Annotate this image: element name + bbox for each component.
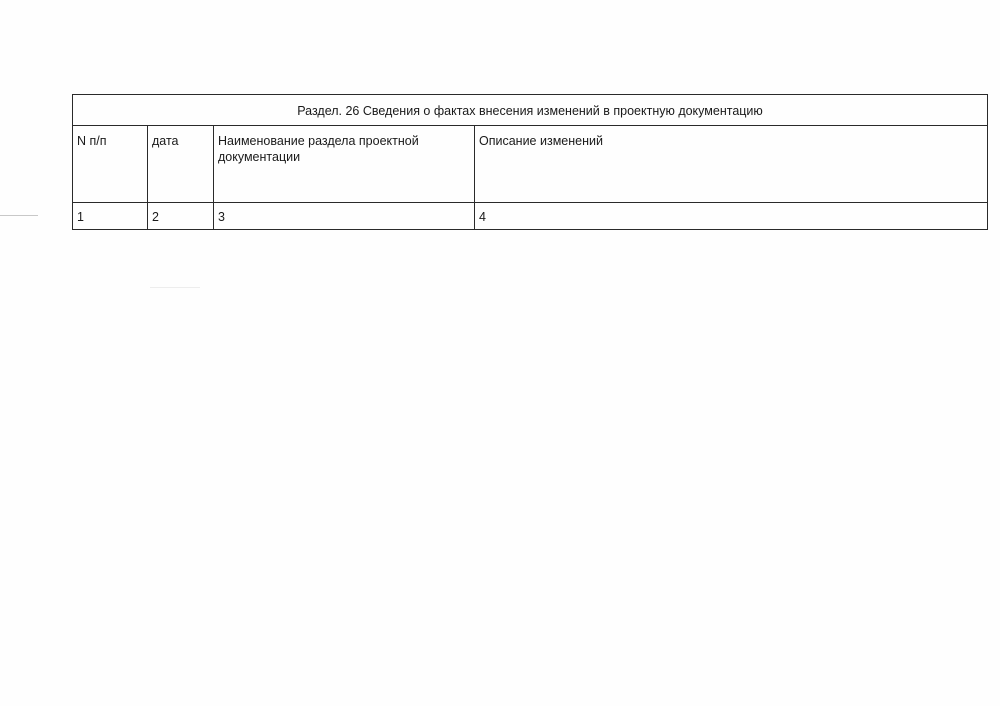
column-number-cell (73, 203, 148, 230)
column-number-cell (148, 203, 214, 230)
table-title-cell (73, 95, 988, 126)
column-number: 2 (152, 210, 159, 224)
column-number: 4 (479, 210, 486, 224)
header-cell-description (475, 126, 988, 203)
header-section-name-label: Наименование раздела проектной документации (218, 134, 419, 164)
column-number-cell (214, 203, 475, 230)
header-cell-number (73, 126, 148, 203)
column-number: 3 (218, 210, 225, 224)
header-cell-section-name (214, 126, 475, 203)
changes-table (72, 94, 988, 230)
header-number-label: N п/п (77, 134, 107, 148)
scan-artifact-line (150, 287, 200, 288)
column-number-cell (475, 203, 988, 230)
table-header-row (73, 126, 988, 203)
header-cell-date (148, 126, 214, 203)
header-description-label: Описание изменений (479, 134, 603, 148)
column-number: 1 (77, 210, 84, 224)
table-title-row (73, 95, 988, 126)
header-date-label: дата (152, 134, 179, 148)
table-title: Раздел. 26 Сведения о фактах внесения изменений в проектную документацию (297, 103, 763, 118)
scan-artifact-line (0, 215, 38, 216)
column-number-row (73, 203, 988, 230)
